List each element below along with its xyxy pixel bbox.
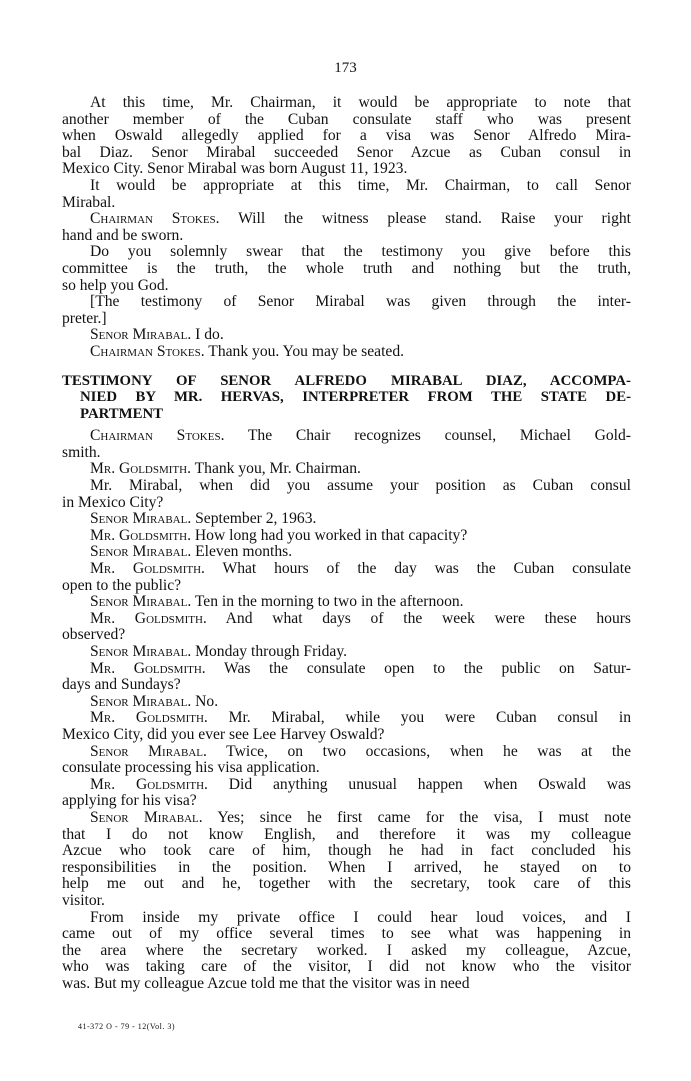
speaker-name: Chairman Stokes.: [90, 210, 220, 228]
speaker-name: Mr. Goldsmith.: [90, 526, 191, 544]
text-line: [62, 428, 631, 445]
speaker-name: Mr. Goldsmith.: [90, 659, 206, 677]
line-text: when Oswald allegedly applied for a visa was Senor Alfredo Mira-: [62, 127, 631, 145]
line-text: applying for his visa?: [62, 792, 197, 810]
line-text: Mexico City. Senor Mirabal was born August 11, 1923.: [62, 160, 408, 178]
line-text: who was taking care of the visitor, I did not know who the visitor: [62, 958, 631, 976]
text-line: [62, 311, 631, 328]
text-line: [62, 178, 631, 195]
speaker-name: Mr. Goldsmith.: [90, 460, 191, 478]
page-number: 173: [334, 60, 357, 76]
line-text: Mr. Mirabal, while you were Cuban consul in: [207, 709, 631, 727]
text-line: [62, 694, 631, 711]
text-line: [62, 495, 631, 512]
text-line: [62, 910, 631, 927]
line-text: observed?: [62, 626, 126, 644]
text-line: [62, 327, 631, 344]
line-text: preter.]: [62, 309, 107, 327]
text-line: [62, 461, 631, 478]
print-footer: 41-372 O - 79 - 12(Vol. 3): [78, 1022, 176, 1031]
text-line: [62, 976, 631, 993]
text-line: [62, 211, 631, 228]
text-line: [62, 827, 631, 844]
line-text: days and Sundays?: [62, 676, 181, 694]
text-line: [62, 893, 631, 910]
text-line: [62, 810, 631, 827]
paragraph: [62, 561, 631, 594]
line-text: Thank you, Mr. Chairman.: [191, 460, 361, 478]
speaker-name: Mr. Goldsmith.: [90, 560, 205, 578]
text-line: [62, 661, 631, 678]
line-text: Mexico City, did you ever see Lee Harvey Oswald?: [62, 725, 385, 743]
text-line: [62, 777, 631, 794]
paragraph: [62, 710, 631, 743]
paragraph: [62, 910, 631, 993]
speaker-name: Senor Mirabal.: [90, 326, 192, 344]
line-text: It would be appropriate at this time, Mr. Chairman, to call Senor: [90, 176, 631, 194]
paragraph: [62, 544, 631, 561]
paragraph: [62, 528, 631, 545]
paragraph: [62, 744, 631, 777]
line-text: And what days of the week were these hours: [206, 609, 632, 627]
paragraph: [62, 95, 631, 178]
paragraph: [62, 478, 631, 511]
line-text: committee is the truth, the whole truth and nothing but the truth,: [62, 259, 631, 277]
text-line: [62, 793, 631, 810]
paragraph: [62, 777, 631, 810]
line-text: in Mexico City?: [62, 493, 164, 511]
line-text: open to the public?: [62, 576, 182, 594]
text-line: [62, 161, 631, 178]
speaker-name: Senor Mirabal.: [90, 692, 192, 710]
line-text: No.: [191, 692, 219, 710]
speaker-name: Mr. Goldsmith.: [90, 609, 207, 627]
text-line: [62, 760, 631, 777]
line-text: bal Diaz. Senor Mirabal succeeded Senor Azcue as Cuban consul in: [62, 143, 631, 161]
text-line: [62, 95, 631, 112]
text-line: [62, 511, 631, 528]
text-line: [62, 278, 631, 295]
line-text: From inside my private office I could hear loud voices, and I: [90, 908, 631, 926]
testimony-heading: [62, 373, 631, 423]
text-line: [62, 544, 631, 561]
paragraph: [62, 644, 631, 661]
paragraph: [62, 344, 631, 361]
text-line: [62, 478, 631, 495]
speaker-name: Senor Mirabal.: [90, 543, 192, 561]
text-line: [62, 860, 631, 877]
line-text: consulate processing his visa application.: [62, 759, 320, 777]
text-line: [62, 627, 631, 644]
text-line: [62, 294, 631, 311]
line-text: Thank you. You may be seated.: [204, 342, 405, 360]
text-line: [62, 943, 631, 960]
text-line: [62, 843, 631, 860]
text-line: [62, 244, 631, 261]
line-text: Monday through Friday.: [191, 643, 348, 660]
text-line: [62, 195, 631, 212]
line-text: Did anything unusual happen when Oswald was: [207, 775, 631, 793]
line-text: The Chair recognizes counsel, Michael Gold-: [224, 427, 632, 445]
text-line: [62, 578, 631, 595]
line-text: Was the consulate open to the public on Satur-: [205, 659, 631, 677]
line-text: Eleven months.: [191, 543, 293, 561]
text-line: [62, 594, 631, 611]
paragraph: [62, 694, 631, 711]
text-line: [62, 445, 631, 462]
heading-line: NIED BY MR. HERVAS, INTERPRETER FROM THE STATE DE-: [80, 389, 631, 406]
paragraph: [62, 211, 631, 244]
text-line: [62, 128, 631, 145]
speaker-name: Senor Mirabal.: [90, 593, 192, 611]
line-text: another member of the Cuban consulate staff who was present: [62, 110, 631, 128]
document-body: [62, 95, 631, 992]
text-line: [62, 644, 631, 661]
paragraph: [62, 244, 631, 294]
text-line: [62, 727, 631, 744]
speaker-name: Mr. Goldsmith.: [90, 709, 208, 727]
line-text: Mr. Mirabal, when did you assume your position as Cuban consul: [90, 477, 631, 495]
heading-line: TESTIMONY OF SENOR ALFREDO MIRABAL DIAZ, ACCOMPA-: [62, 372, 631, 389]
text-line: [62, 228, 631, 245]
line-text: the area where the secretary worked. I asked my colleague, Azcue,: [62, 941, 631, 959]
line-text: What hours of the day was the Cuban consulate: [204, 560, 631, 578]
text-line: [62, 112, 631, 129]
line-text: hand and be sworn.: [62, 226, 184, 244]
line-text: came out of my office several times to see what was happening in: [62, 925, 631, 943]
line-text: was. But my colleague Azcue told me that the visitor was in need: [62, 974, 470, 992]
line-text: help me out and he, together with the secretary, took care of this: [62, 875, 631, 893]
speaker-name: Senor Mirabal.: [90, 510, 192, 528]
speaker-name: Chairman Stokes.: [90, 342, 205, 360]
line-text: that I do not know English, and therefore it was my colleague: [62, 825, 631, 843]
paragraph: [62, 661, 631, 694]
text-line: [62, 611, 631, 628]
paragraph: [62, 611, 631, 644]
line-text: Will the witness please stand. Raise your right: [219, 210, 632, 228]
text-line: [62, 744, 631, 761]
line-text: responsibilities in the position. When I arrived, he stayed on to: [62, 858, 631, 876]
speaker-name: Senor Mirabal.: [90, 742, 207, 760]
line-text: [The testimony of Senor Mirabal was given through the inter-: [90, 293, 631, 311]
line-text: visitor.: [62, 891, 105, 909]
text-line: [62, 876, 631, 893]
paragraph: [62, 428, 631, 461]
line-text: Mirabal.: [62, 193, 116, 211]
speaker-name: Chairman Stokes.: [90, 427, 225, 445]
paragraph: [62, 461, 631, 478]
line-text: I do.: [191, 326, 224, 344]
text-line: [62, 344, 631, 361]
line-text: Yes; since he first came for the visa, I must note: [202, 808, 631, 826]
line-text: Ten in the morning to two in the afternoon.: [191, 593, 464, 611]
text-line: [62, 710, 631, 727]
line-text: Twice, on two occasions, when he was at the: [206, 742, 631, 760]
paragraph: [62, 594, 631, 611]
line-text: How long had you worked in that capacity?: [191, 526, 468, 544]
paragraph: [62, 327, 631, 344]
paragraph: [62, 178, 631, 211]
text-line: [62, 561, 631, 578]
paragraph: [62, 294, 631, 327]
text-line: [62, 677, 631, 694]
line-text: so help you God.: [62, 276, 169, 294]
text-line: [62, 145, 631, 162]
text-line: [62, 261, 631, 278]
paragraph: [62, 810, 631, 910]
line-text: September 2, 1963.: [191, 510, 317, 528]
speaker-name: Senor Mirabal.: [90, 643, 192, 660]
line-text: Azcue who took care of him, though he had in fact concluded his: [62, 842, 631, 860]
heading-line: PARTMENT: [80, 405, 164, 422]
speaker-name: Senor Mirabal.: [90, 808, 203, 826]
text-line: [62, 926, 631, 943]
text-line: [62, 528, 631, 545]
text-line: [62, 959, 631, 976]
line-text: smith.: [62, 443, 101, 461]
paragraph: [62, 511, 631, 528]
line-text: At this time, Mr. Chairman, it would be appropriate to note that: [90, 94, 631, 111]
line-text: Do you solemnly swear that the testimony you give before this: [90, 243, 631, 261]
speaker-name: Mr. Goldsmith.: [90, 775, 208, 793]
